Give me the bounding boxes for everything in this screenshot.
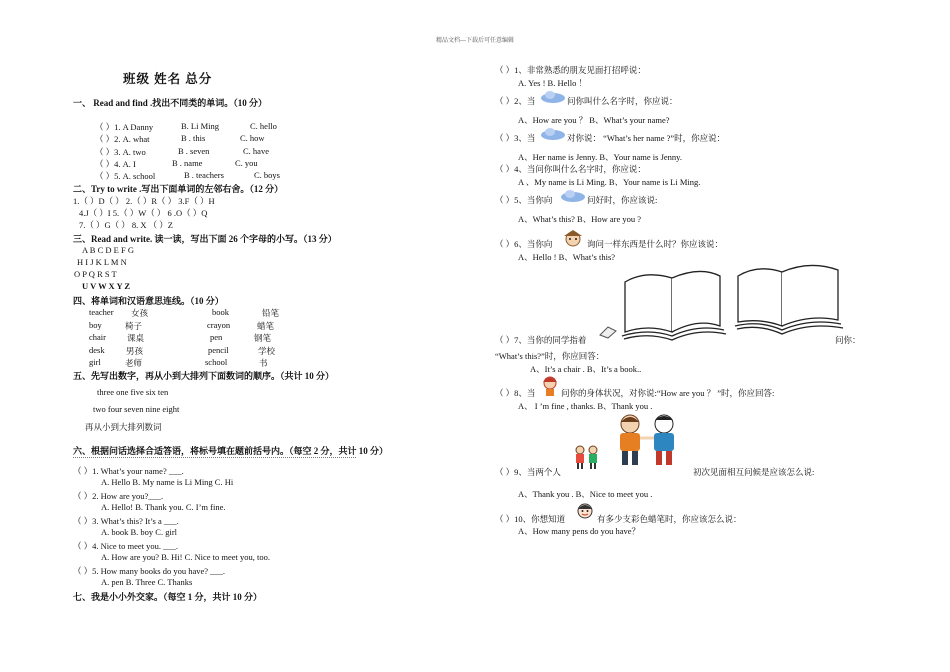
r-q10-a: （ ）10、你想知道: [495, 514, 566, 524]
s5-line-2: two four seven nine eight: [93, 404, 180, 414]
r-q5-options: A、What’s this? B、How are you ?: [518, 214, 641, 224]
match-left-en: teacher: [89, 307, 114, 317]
s5-line-3: 再从小到大排列数词: [85, 422, 162, 432]
match-left-en: chair: [89, 332, 106, 342]
match-left-cn: 女孩: [131, 308, 149, 318]
r-q3-options: A、Her name is Jenny. B、Your name is Jenny.: [518, 152, 683, 162]
r-q1: （ ）1、非常熟悉的朋友见面打招呼说：: [495, 65, 646, 75]
match-left-cn: 男孩: [126, 346, 144, 356]
book-icon: [620, 262, 850, 342]
match-right-cn: 蜡笔: [257, 321, 275, 331]
s1-row-3-c: C. have: [243, 146, 269, 156]
s2-line-2: 4.J（ ）I 5.（ ）W（ ） 6 .O（ ）Q: [79, 208, 208, 218]
s6-question-2: （ ）2. How are you?___.: [73, 491, 164, 501]
match-right-en: book: [212, 307, 229, 317]
s2-line-1: 1.（ ）D（ ） 2.（ ）R（ ） 3.F（ ）H: [73, 196, 215, 206]
s6-options-5: A. pen B. Three C. Thanks: [101, 577, 193, 587]
s1-row-1-c: C. hello: [250, 121, 277, 131]
r-q10-b: 有多少支彩色蜡笔时，你应该怎么说：: [597, 514, 742, 524]
girl-icon: [540, 375, 560, 397]
r-q8-b: 问你的身体状况，对你说:“How are you ？ ”时，你应回答:: [561, 388, 775, 398]
page-header: 精品文档---下载后可任意编辑: [436, 38, 514, 44]
s6-question-1: （ ）1. What’s your name? ___.: [73, 466, 184, 476]
r-q4: （ ）4、当问你叫什么名字时，你应说：: [495, 164, 646, 174]
r-q6-options: A、Hello ! B、What’s this?: [518, 252, 616, 262]
r-q1-options: A. Yes ! B. Hello ！: [518, 78, 587, 88]
r-q9-a: （ ）9、当两个人: [495, 467, 561, 477]
girl-icon: [575, 501, 595, 521]
match-right-en: crayon: [207, 320, 231, 330]
r-q8-options: A、 I ’m fine , thanks. B、Thank you .: [518, 401, 653, 411]
match-right-en: pen: [210, 332, 223, 342]
r-q3-b: 对你说： “What’s her name ?”时，你应说：: [567, 133, 726, 143]
s2-line-3: 7.（ ）G（ ） 8. X （ ）Z: [79, 220, 173, 230]
s1-row-5-c: C. boys: [254, 170, 280, 180]
r-q3-a: （ ）3、当: [495, 133, 536, 143]
cloud-icon: [540, 127, 566, 141]
section-3-heading: 三、Read and write. 读一读，写出下面 26 个字母的小写。（13 分）: [73, 234, 337, 244]
s6-question-3: （ ）3. What’s this? It’s a ___.: [73, 516, 179, 526]
s1-row-1-b: B. Li Ming: [181, 121, 220, 131]
r-q7-b: 问你：: [835, 335, 861, 345]
section-4-heading: 四、将单词和汉语意思连线。（10 分）: [73, 296, 224, 306]
r-q8-a: （ ）8、当: [495, 388, 536, 398]
section-1-heading: 一、 Read and find .找出不同类的单词。（10 分）: [73, 98, 268, 108]
s6-options-2: A. Hello! B. Thank you. C. I’m fine.: [101, 502, 226, 512]
section-7-heading: 七、我是小小外交家。（每空 1 分，共计 10 分）: [73, 592, 263, 602]
s5-line-1: three one five six ten: [97, 387, 169, 397]
children-icon: [572, 444, 602, 470]
s6-question-5: （ ）5. How many books do you have? ___.: [73, 566, 226, 576]
section-5-heading: 五、先写出数字，再从小到大排列下面数词的顺序。（共计 10 分）: [73, 371, 335, 381]
r-q10-options: A、How many pens do you have？: [518, 526, 641, 536]
match-left-cn: 老师: [125, 358, 143, 368]
s1-row-4-c: C. you: [235, 158, 258, 168]
r-q7-c: “What’s this?”时，你应回答：: [495, 351, 605, 361]
book-icon: [598, 323, 618, 339]
boy-icon: [560, 228, 586, 250]
section-6-heading: 六、根据问话选择合适答语，将标号填在题前括号内。（每空 2 分，共计 10 分）: [73, 446, 389, 456]
s6-options-3: A. book B. boy C. girl: [101, 527, 178, 537]
s1-row-5-a: （ ）5. A. school: [95, 171, 156, 181]
s1-row-1-a: （ ）1. A Danny: [95, 122, 154, 132]
cloud-icon: [540, 90, 566, 104]
r-q7-options: A、It’s a chair . B、It’s a book..: [530, 364, 642, 374]
children-icon: [610, 412, 686, 468]
s3-line-2: H I J K L M N: [77, 257, 127, 267]
match-left-en: girl: [89, 357, 101, 367]
match-right-cn: 钢笔: [254, 333, 272, 343]
r-q2-b: 问你叫什么名字时，你应说：: [567, 96, 678, 106]
match-left-en: desk: [89, 345, 105, 355]
section-2-heading: 二、Try to write .写出下面单词的左邻右舍。（12 分）: [73, 184, 284, 194]
s3-line-4: U V W X Y Z: [82, 281, 131, 291]
match-right-cn: 书: [259, 358, 268, 368]
r-q7-a: （ ）7、当你的同学指着: [495, 335, 587, 345]
s6-options-1: A. Hello B. My name is Li Ming C. Hi: [101, 477, 234, 487]
match-right-cn: 铅笔: [262, 308, 280, 318]
s3-line-1: A B C D E F G: [82, 245, 134, 255]
match-left-en: boy: [89, 320, 102, 330]
s1-row-4-b: B . name: [172, 158, 203, 168]
s1-row-5-b: B . teachers: [184, 170, 224, 180]
match-right-en: pencil: [208, 345, 229, 355]
s6-options-4: A. How are you? B. Hi! C. Nice to meet you, too.: [101, 552, 271, 562]
s1-row-4-a: （ ）4. A. I: [95, 159, 136, 169]
r-q9-options: A、Thank you . B、Nice to meet you .: [518, 489, 653, 499]
r-q2-a: （ ）2、当: [495, 96, 536, 106]
match-right-en: school: [205, 357, 228, 367]
s1-row-3-b: B . seven: [178, 146, 210, 156]
r-q4-options: A 、My name is Li Ming. B、Your name is Li Ming.: [518, 177, 701, 187]
cloud-icon: [560, 189, 586, 203]
s1-row-2-c: C. how: [240, 133, 265, 143]
r-q2-options: A、How are you ？ B、What’s your name?: [518, 115, 670, 125]
r-q6-b: 询问一样东西是什么时？你应该说：: [587, 239, 724, 249]
s1-row-3-a: （ ）3. A. two: [95, 147, 146, 157]
dotted-divider: [73, 457, 356, 458]
s3-line-3: O P Q R S T: [74, 269, 117, 279]
page-title: 班级 姓名 总分: [123, 72, 213, 86]
r-q9-b: 初次见面相互问候是应该怎么说:: [693, 467, 815, 477]
r-q5-b: 问好时，你应该说:: [587, 195, 658, 205]
match-right-cn: 学校: [258, 346, 276, 356]
s1-row-2-a: （ ）2. A. what: [95, 134, 150, 144]
match-left-cn: 课桌: [127, 333, 145, 343]
s1-row-2-b: B . this: [181, 133, 206, 143]
r-q5-a: （ ）5、当你向: [495, 195, 553, 205]
s6-question-4: （ ）4. Nice to meet you. ___.: [73, 541, 179, 551]
r-q6-a: （ ）6、当你向: [495, 239, 553, 249]
match-left-cn: 椅子: [125, 321, 143, 331]
